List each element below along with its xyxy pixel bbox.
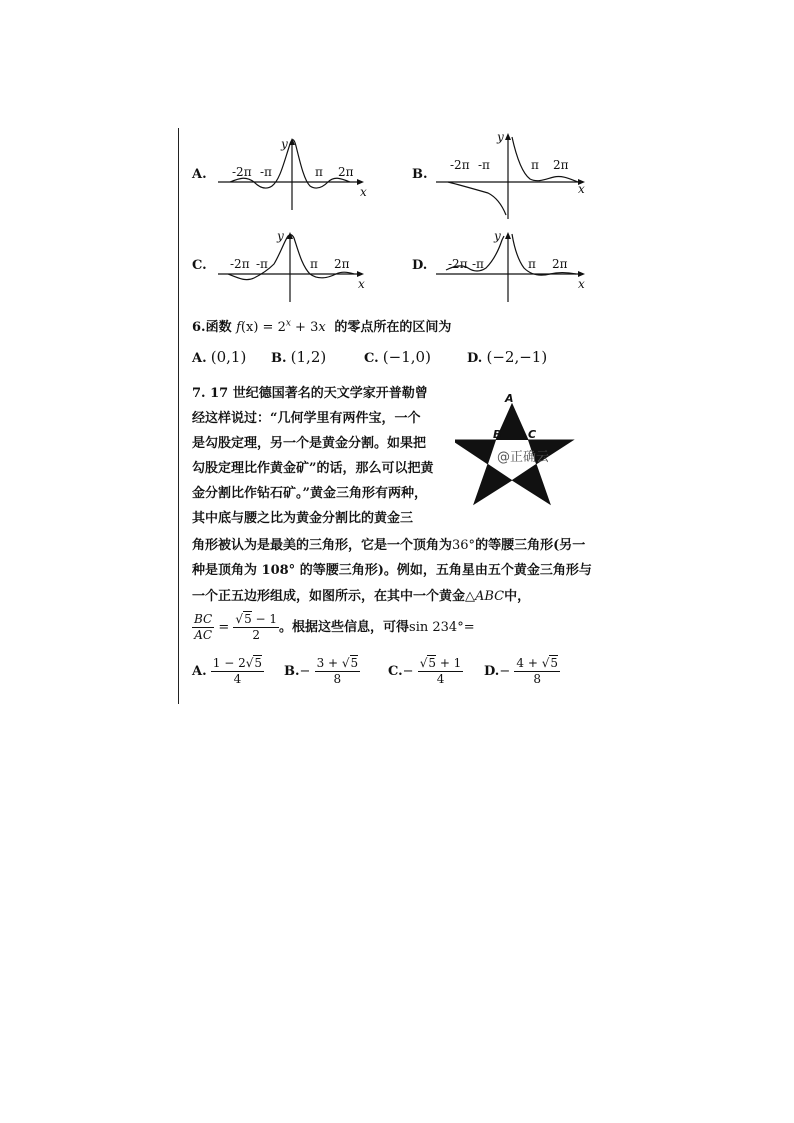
q7-text-line: 其中底与腰之比为黄金分割比的黄金三 (192, 511, 414, 526)
tick-label: π (315, 165, 323, 179)
graph-option-d-letter: D. (412, 258, 428, 273)
graph-option-b (428, 127, 593, 222)
pentagram-figure (455, 392, 580, 507)
tick-label: -2π (232, 165, 252, 179)
y-axis-arrow (505, 133, 511, 140)
tick-label: -π (472, 257, 484, 271)
graph-option-c-letter: C. (192, 258, 207, 273)
tick-label: 2π (334, 257, 350, 271)
q7-text-line: 一个正五边形组成，如图所示，在其中一个黄金△ABC中， (192, 589, 531, 604)
graph-option-b-letter: B. (412, 167, 428, 182)
q7-text-line: 勾股定理比作黄金矿”的话，那么可以把黄 (192, 461, 434, 476)
q7-text-line: 角形被认为是最美的三角形，它是一个顶角为36°的等腰三角形(另一 (192, 538, 586, 553)
q7-text-line: 种是顶角为 108° 的等腰三角形)。例如，五角星由五个黄金三角形与 (192, 563, 592, 578)
q7-text-line: 经这样说过：“几何学里有两件宝，一个 (192, 411, 421, 426)
golden-ratio-expression: $\frac{BC}{AC}$ = $\frac{√5 - 1}{2}$ 。根据这些信息，可得sin 234°= (194, 612, 475, 642)
q6-choice-c[interactable]: C. (−1,0) (364, 348, 431, 366)
tick-label: 2π (338, 165, 354, 179)
left-margin-rule (178, 128, 179, 704)
tick-label: 2π (553, 158, 569, 172)
y-axis-arrow (505, 232, 511, 239)
tick-label: -π (260, 165, 272, 179)
x-axis-label: x (358, 277, 365, 291)
y-axis-label: y (497, 130, 504, 144)
tick-label: -2π (450, 158, 470, 172)
graph-option-c (210, 226, 370, 306)
graph-option-d (428, 226, 593, 306)
q6-choice-a[interactable]: A. (0,1) (192, 348, 247, 366)
curve (230, 140, 350, 188)
tick-label: π (310, 257, 318, 271)
x-axis-label: x (360, 185, 367, 199)
tick-label: -2π (230, 257, 250, 271)
graph-option-a (210, 132, 370, 212)
q7-choice-d[interactable]: D.− $\frac{4 + √5}{8}$ (484, 656, 559, 686)
watermark: @正确云 (497, 450, 550, 465)
tick-label: π (531, 158, 539, 172)
curve-left-branch (448, 182, 506, 215)
vertex-label-b: B (493, 428, 502, 441)
q7-text-line: 金分割比作钻石矿。”黄金三角形有两种， (192, 486, 427, 501)
q6-choice-d[interactable]: D. (−2,−1) (467, 348, 548, 366)
q6-choice-b[interactable]: B. (1,2) (271, 348, 327, 366)
x-axis-label: x (578, 182, 585, 196)
q7-choice-b[interactable]: B.− $\frac{3 + √5}{8}$ (284, 656, 359, 686)
vertex-label-a: A (505, 392, 514, 405)
y-axis-label: y (277, 229, 284, 243)
tick-label: 2π (552, 257, 568, 271)
q7-text-line: 是勾股定理，另一个是黄金分割。如果把 (192, 436, 427, 451)
q7-choice-a[interactable]: A. $\frac{1 - 2√5}{4}$ (192, 656, 263, 686)
y-axis-label: y (281, 137, 288, 151)
x-axis-label: x (578, 277, 585, 291)
tick-label: -π (256, 257, 268, 271)
tick-label: -π (478, 158, 490, 172)
question-6-stem: 6.函数 $f(x) = 2^x + 3x$ 的零点所在的区间为 (192, 318, 452, 335)
golden-ratio-value: $\frac{√5 - 1}{2}$ (235, 612, 278, 642)
tick-label: π (528, 257, 536, 271)
function-expression: $f(x) = 2^x + 3x$ (236, 318, 326, 335)
graph-option-a-letter: A. (192, 167, 207, 182)
q7-text-line: 7. 17 世纪德国著名的天文学家开普勒曾 (192, 386, 428, 401)
vertex-label-c: C (528, 428, 537, 441)
bc-over-ac: $\frac{BC}{AC}$ (194, 612, 213, 642)
tick-label: -2π (448, 257, 468, 271)
q7-choice-c[interactable]: C.− $\frac{√5 + 1}{4}$ (388, 656, 462, 686)
y-axis-label: y (494, 229, 501, 243)
